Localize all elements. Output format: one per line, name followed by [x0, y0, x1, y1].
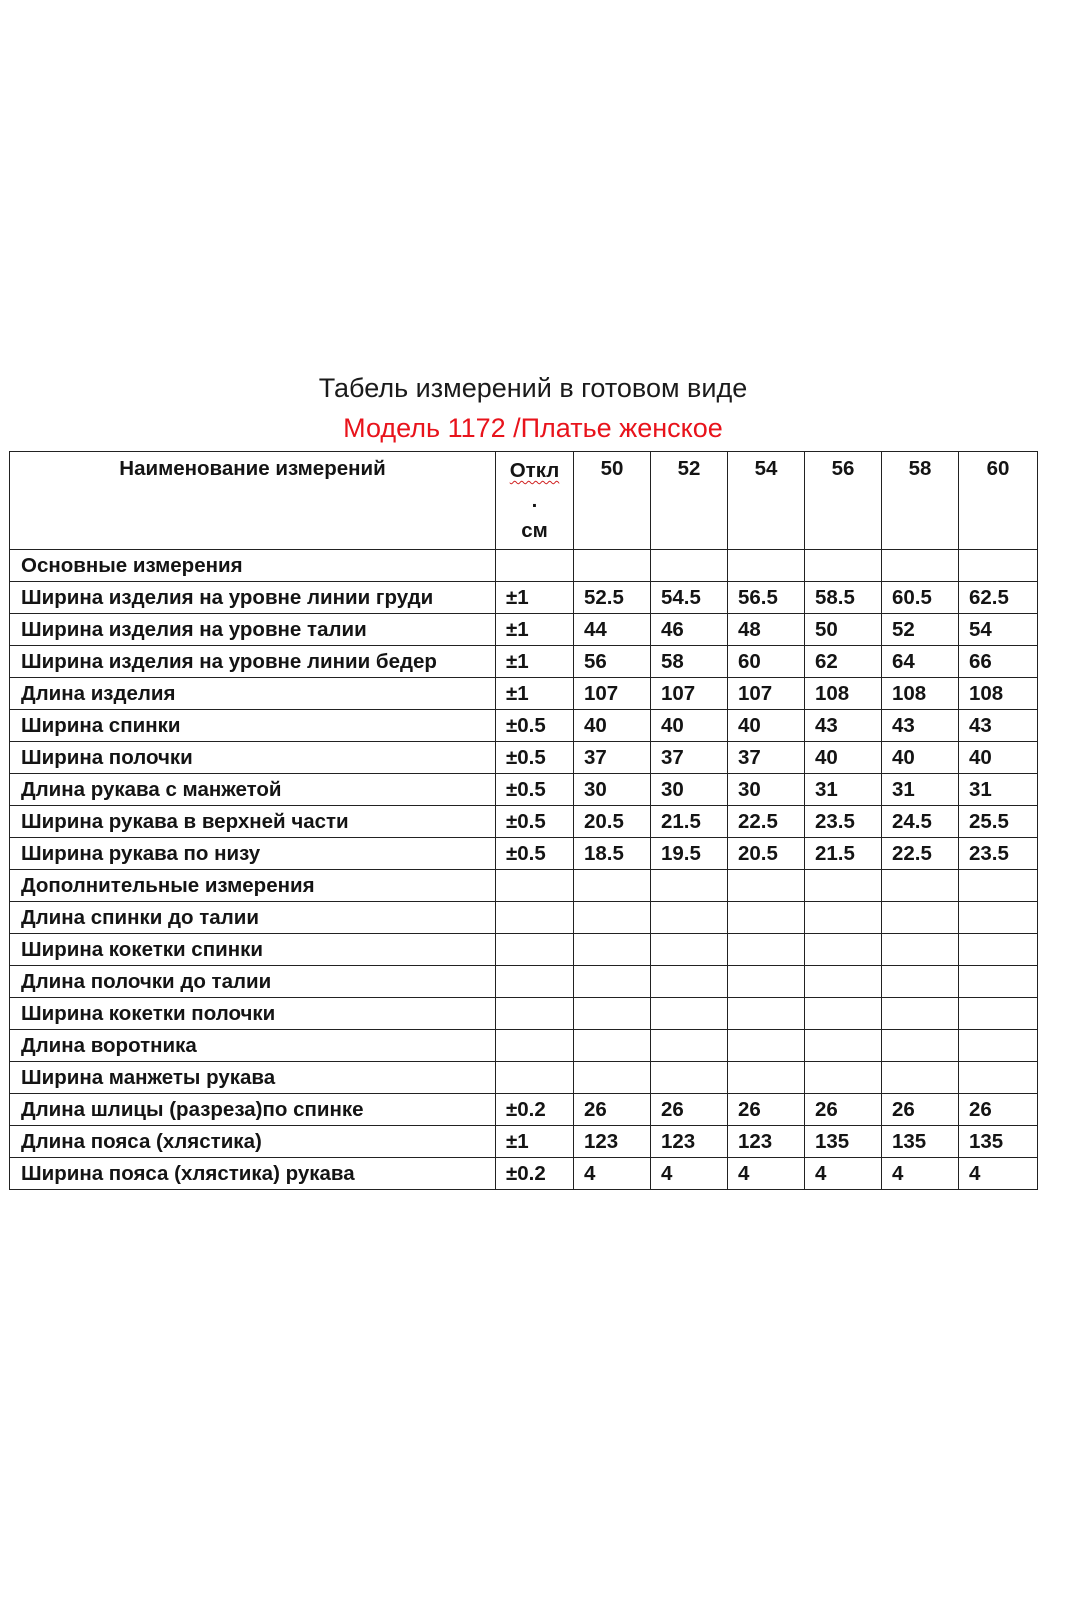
size-value-cell	[728, 1030, 805, 1062]
size-value-cell	[651, 550, 728, 582]
header-tolerance-line-1: Откл	[509, 459, 560, 482]
tolerance-cell	[496, 1030, 574, 1062]
size-value-cell: 25.5	[959, 806, 1038, 838]
size-value-cell: 107	[651, 678, 728, 710]
tolerance-cell: ±1	[496, 582, 574, 614]
size-value-cell: 40	[882, 742, 959, 774]
size-value-cell	[805, 1030, 882, 1062]
size-value-cell	[651, 966, 728, 998]
header-size: 56	[805, 452, 882, 550]
table-row	[10, 1030, 1038, 1062]
header-tolerance-line-2: .	[531, 489, 538, 512]
tolerance-cell: ±0.5	[496, 806, 574, 838]
size-value-cell: 54	[959, 614, 1038, 646]
size-value-cell	[882, 550, 959, 582]
size-value-cell	[728, 998, 805, 1030]
table-row	[10, 838, 1038, 870]
size-value-cell: 24.5	[882, 806, 959, 838]
size-value-cell: 58.5	[805, 582, 882, 614]
table-row	[10, 710, 1038, 742]
measurement-name: Длина воротника	[10, 1030, 496, 1062]
size-value-cell	[574, 934, 651, 966]
size-value-cell: 4	[651, 1158, 728, 1190]
size-value-cell	[651, 1062, 728, 1094]
size-value-cell	[651, 902, 728, 934]
size-value-cell	[882, 902, 959, 934]
header-tolerance-line-3: см	[521, 519, 548, 542]
measurement-name: Длина шлицы (разреза)по спинке	[10, 1094, 496, 1126]
size-value-cell: 4	[959, 1158, 1038, 1190]
size-value-cell: 46	[651, 614, 728, 646]
table-row	[10, 678, 1038, 710]
table-row	[10, 1158, 1038, 1190]
size-value-cell	[882, 1030, 959, 1062]
tolerance-cell: ±1	[496, 646, 574, 678]
size-value-cell	[651, 998, 728, 1030]
size-value-cell	[882, 934, 959, 966]
size-value-cell: 26	[805, 1094, 882, 1126]
size-value-cell	[959, 934, 1038, 966]
size-value-cell: 56.5	[728, 582, 805, 614]
tolerance-cell: ±0.5	[496, 710, 574, 742]
header-size: 52	[651, 452, 728, 550]
tolerance-cell: ±0.5	[496, 742, 574, 774]
size-value-cell: 21.5	[651, 806, 728, 838]
table-row	[10, 966, 1038, 998]
size-value-cell: 40	[574, 710, 651, 742]
size-value-cell	[728, 550, 805, 582]
measurement-name: Длина спинки до талии	[10, 902, 496, 934]
size-value-cell	[574, 870, 651, 902]
size-value-cell	[805, 966, 882, 998]
tolerance-cell: ±0.5	[496, 774, 574, 806]
measurement-name: Ширина кокетки полочки	[10, 998, 496, 1030]
measurement-name: Ширина рукава в верхней части	[10, 806, 496, 838]
size-value-cell: 21.5	[805, 838, 882, 870]
measurement-name: Длина рукава с манжетой	[10, 774, 496, 806]
size-value-cell: 18.5	[574, 838, 651, 870]
measurement-name: Длина полочки до талии	[10, 966, 496, 998]
size-value-cell	[959, 998, 1038, 1030]
size-value-cell: 56	[574, 646, 651, 678]
header-size: 50	[574, 452, 651, 550]
size-value-cell: 31	[805, 774, 882, 806]
measurement-name: Ширина изделия на уровне линии бедер	[10, 646, 496, 678]
tolerance-cell	[496, 966, 574, 998]
measurement-name: Длина пояса (хлястика)	[10, 1126, 496, 1158]
size-value-cell: 108	[882, 678, 959, 710]
size-value-cell	[805, 1062, 882, 1094]
size-value-cell	[728, 1062, 805, 1094]
size-value-cell: 62	[805, 646, 882, 678]
size-value-cell	[574, 1030, 651, 1062]
table-title: Табель измерений в готовом виде	[318, 373, 748, 403]
tolerance-cell: ±1	[496, 1126, 574, 1158]
table-row	[10, 774, 1038, 806]
size-value-cell: 23.5	[805, 806, 882, 838]
size-value-cell: 26	[959, 1094, 1038, 1126]
table-row	[10, 1062, 1038, 1094]
tolerance-cell: ±1	[496, 678, 574, 710]
tolerance-cell	[496, 902, 574, 934]
header-size: 60	[959, 452, 1038, 550]
size-value-cell	[882, 998, 959, 1030]
size-value-cell	[959, 870, 1038, 902]
table-row	[10, 806, 1038, 838]
size-value-cell: 37	[651, 742, 728, 774]
header-size: 54	[728, 452, 805, 550]
size-value-cell: 37	[728, 742, 805, 774]
measurement-name: Ширина рукава по низу	[10, 838, 496, 870]
size-value-cell	[805, 550, 882, 582]
size-value-cell: 48	[728, 614, 805, 646]
measurement-name: Основные измерения	[10, 550, 496, 582]
size-value-cell	[728, 966, 805, 998]
table-header-row	[10, 452, 1038, 550]
size-value-cell	[574, 1062, 651, 1094]
size-value-cell: 50	[805, 614, 882, 646]
size-value-cell: 4	[574, 1158, 651, 1190]
size-value-cell: 108	[959, 678, 1038, 710]
table-row	[10, 902, 1038, 934]
measurement-name: Ширина изделия на уровне талии	[10, 614, 496, 646]
size-value-cell: 62.5	[959, 582, 1038, 614]
size-value-cell	[574, 550, 651, 582]
size-value-cell: 40	[805, 742, 882, 774]
table-row	[10, 646, 1038, 678]
size-value-cell	[959, 1062, 1038, 1094]
table-row	[10, 998, 1038, 1030]
size-value-cell: 26	[728, 1094, 805, 1126]
size-value-cell: 52.5	[574, 582, 651, 614]
size-value-cell: 30	[651, 774, 728, 806]
header-measurement-name: Наименование измерений	[10, 452, 496, 550]
header-tolerance	[496, 452, 574, 550]
size-value-cell: 19.5	[651, 838, 728, 870]
measurement-name: Ширина манжеты рукава	[10, 1062, 496, 1094]
size-value-cell: 4	[882, 1158, 959, 1190]
table-row	[10, 582, 1038, 614]
tolerance-cell	[496, 1062, 574, 1094]
size-value-cell: 30	[728, 774, 805, 806]
size-value-cell: 108	[805, 678, 882, 710]
size-value-cell: 107	[574, 678, 651, 710]
size-value-cell: 23.5	[959, 838, 1038, 870]
size-value-cell: 58	[651, 646, 728, 678]
size-value-cell: 40	[728, 710, 805, 742]
size-value-cell: 44	[574, 614, 651, 646]
table-row	[10, 1094, 1038, 1126]
tolerance-cell	[496, 550, 574, 582]
size-value-cell: 26	[651, 1094, 728, 1126]
size-value-cell	[574, 998, 651, 1030]
size-value-cell: 31	[959, 774, 1038, 806]
size-value-cell	[959, 966, 1038, 998]
size-value-cell	[728, 870, 805, 902]
size-value-cell: 66	[959, 646, 1038, 678]
size-value-cell	[651, 870, 728, 902]
size-value-cell: 4	[805, 1158, 882, 1190]
table-row	[10, 870, 1038, 902]
measurement-name: Ширина кокетки спинки	[10, 934, 496, 966]
size-value-cell: 43	[959, 710, 1038, 742]
measurement-name: Длина изделия	[10, 678, 496, 710]
size-value-cell	[882, 966, 959, 998]
table-row	[10, 1126, 1038, 1158]
tolerance-cell	[496, 998, 574, 1030]
size-value-cell	[805, 934, 882, 966]
size-value-cell: 135	[882, 1126, 959, 1158]
size-value-cell	[728, 934, 805, 966]
table-row	[10, 934, 1038, 966]
size-value-cell	[959, 550, 1038, 582]
size-value-cell: 20.5	[728, 838, 805, 870]
size-value-cell	[728, 902, 805, 934]
size-value-cell	[882, 1062, 959, 1094]
size-value-cell: 135	[805, 1126, 882, 1158]
size-value-cell: 22.5	[728, 806, 805, 838]
size-value-cell: 60	[728, 646, 805, 678]
measurement-name: Ширина изделия на уровне линии груди	[10, 582, 496, 614]
size-value-cell	[805, 998, 882, 1030]
size-value-cell: 22.5	[882, 838, 959, 870]
size-value-cell: 37	[574, 742, 651, 774]
tolerance-cell: ±0.2	[496, 1094, 574, 1126]
table-row	[10, 550, 1038, 582]
size-value-cell: 107	[728, 678, 805, 710]
size-value-cell	[574, 966, 651, 998]
size-value-cell	[959, 902, 1038, 934]
size-value-cell: 123	[651, 1126, 728, 1158]
size-value-cell: 123	[574, 1126, 651, 1158]
size-value-cell: 4	[728, 1158, 805, 1190]
size-value-cell	[651, 934, 728, 966]
tolerance-cell: ±1	[496, 614, 574, 646]
size-value-cell: 52	[882, 614, 959, 646]
size-value-cell: 40	[651, 710, 728, 742]
size-value-cell	[805, 870, 882, 902]
size-value-cell	[882, 870, 959, 902]
tolerance-cell: ±0.5	[496, 838, 574, 870]
size-value-cell	[805, 902, 882, 934]
table-row	[10, 614, 1038, 646]
tolerance-cell: ±0.2	[496, 1158, 574, 1190]
header-size: 58	[882, 452, 959, 550]
measurement-name: Ширина спинки	[10, 710, 496, 742]
size-value-cell: 64	[882, 646, 959, 678]
size-value-cell: 30	[574, 774, 651, 806]
tolerance-cell	[496, 870, 574, 902]
tolerance-cell	[496, 934, 574, 966]
size-value-cell	[574, 902, 651, 934]
measurement-name: Ширина пояса (хлястика) рукава	[10, 1158, 496, 1190]
size-value-cell: 43	[882, 710, 959, 742]
size-value-cell: 54.5	[651, 582, 728, 614]
size-value-cell: 31	[882, 774, 959, 806]
size-value-cell: 20.5	[574, 806, 651, 838]
size-value-cell	[651, 1030, 728, 1062]
measurement-name: Дополнительные измерения	[10, 870, 496, 902]
size-value-cell	[959, 1030, 1038, 1062]
size-value-cell: 123	[728, 1126, 805, 1158]
size-value-cell: 26	[882, 1094, 959, 1126]
table-row	[10, 742, 1038, 774]
measurement-name: Ширина полочки	[10, 742, 496, 774]
size-value-cell: 135	[959, 1126, 1038, 1158]
size-value-cell: 26	[574, 1094, 651, 1126]
size-value-cell: 40	[959, 742, 1038, 774]
size-value-cell: 60.5	[882, 582, 959, 614]
measurements-table	[9, 451, 1038, 1190]
size-value-cell: 43	[805, 710, 882, 742]
model-subtitle: Модель 1172 /Платье женское	[343, 413, 723, 443]
